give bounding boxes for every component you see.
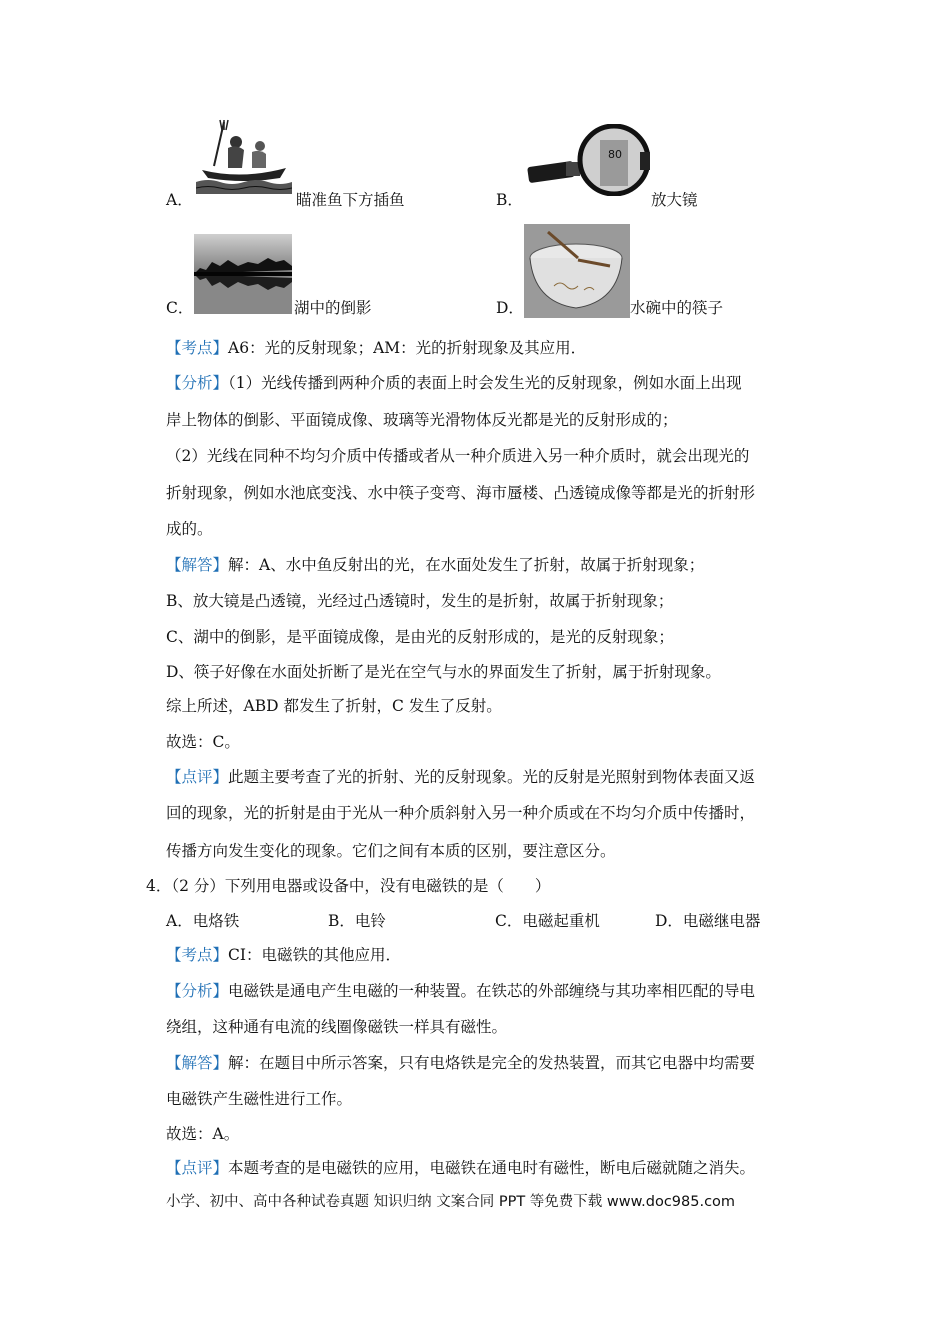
q4-stem: 4．（2 分）下列用电器或设备中，没有电磁铁的是（ ） [146, 877, 551, 895]
q3-jieda-1 [166, 555, 704, 575]
q4-kaodian-text: CI：电磁铁的其他应用． [228, 946, 401, 964]
q4-option-b: B．电铃 [328, 912, 386, 930]
q4-option-a: A．电烙铁 [166, 912, 240, 930]
q3-dianping-1 [166, 767, 755, 787]
tag-jieda: 【解答】 [166, 1054, 229, 1072]
q4-jieda-3: 故选：A。 [166, 1125, 240, 1143]
q3-dianping-text-1: 此题主要考查了光的折射、光的反射现象。光的反射是光照射到物体表面又返 [228, 768, 756, 786]
q3-dianping-3: 传播方向发生变化的现象。它们之间有本质的区别，要注意区分。 [166, 842, 616, 860]
fisherman-boat-image [196, 118, 292, 194]
q3-jieda-text-1: 解：A、水中鱼反射出的光，在水面处发生了折射，故属于折射现象； [228, 556, 705, 574]
q4-option-c: C．电磁起重机 [495, 912, 600, 930]
tag-fenxi: 【分析】 [166, 374, 229, 392]
option-d-letter: D． [496, 299, 524, 317]
q3-jieda-3: C、湖中的倒影，是平面镜成像，是由光的反射形成的，是光的反射现象； [166, 628, 674, 646]
q3-jieda-5: 综上所述，ABD 都发生了折射，C 发生了反射。 [166, 697, 502, 715]
q3-jieda-6: 故选：C。 [166, 733, 240, 751]
tag-fenxi: 【分析】 [166, 982, 229, 1000]
q4-fenxi-text-1: 电磁铁是通电产生电磁的一种装置。在铁芯的外部缠绕与其功率相匹配的导电 [228, 982, 756, 1000]
q3-fenxi-text-1: （1）光线传播到两种介质的表面上时会发生光的反射现象，例如水面上出现 [228, 374, 742, 392]
q3-dianping-2: 回的现象，光的折射是由于光从一种介质斜射入另一种介质或在不均匀介质中传播时， [166, 804, 756, 822]
tag-jieda: 【解答】 [166, 556, 229, 574]
option-a-caption: 瞄准鱼下方插鱼 [296, 191, 405, 209]
q3-jieda-4: D、筷子好像在水面处折断了是光在空气与水的界面发生了折射，属于折射现象。 [166, 663, 721, 681]
tag-dianping: 【点评】 [166, 768, 229, 786]
option-d-caption: 水碗中的筷子 [630, 299, 724, 317]
q3-fenxi-3: （2）光线在同种不均匀介质中传播或者从一种介质进入另一种介质时，就会出现光的 [166, 447, 750, 465]
page-footer: 小学、初中、高中各种试卷真题 知识归纳 文案合同 PPT 等免费下载 www.doc985.com [166, 1194, 736, 1210]
option-c-caption: 湖中的倒影 [294, 299, 372, 317]
q4-dianping-text-1: 本题考查的是电磁铁的应用，电磁铁在通电时有磁性，断电后磁就随之消失。 [228, 1159, 756, 1177]
q3-fenxi-4: 折射现象，例如水池底变浅、水中筷子变弯、海市蜃楼、凸透镜成像等都是光的折射形 [166, 484, 756, 502]
bowl-chopstick-image [524, 224, 630, 318]
tag-kaodian: 【考点】 [166, 339, 229, 357]
q4-fenxi-2: 绕组，这种通有电流的线圈像磁铁一样具有磁性。 [166, 1018, 508, 1036]
q3-kaodian-text: A6：光的反射现象；AM：光的折射现象及其应用． [228, 339, 587, 357]
q3-fenxi-1 [166, 373, 742, 393]
tag-kaodian: 【考点】 [166, 946, 229, 964]
option-b-letter: B． [496, 191, 523, 209]
magnifier-label: 80 [608, 148, 622, 161]
q4-dianping-1 [166, 1158, 755, 1178]
option-b-caption: 放大镜 [651, 191, 698, 209]
q3-jieda-2: B、放大镜是凸透镜，光经过凸透镜时，发生的是折射，故属于折射现象； [166, 592, 674, 610]
q3-fenxi-5: 成的。 [166, 520, 213, 538]
q3-fenxi-2: 岸上物体的倒影、平面镜成像、玻璃等光滑物体反光都是光的反射形成的； [166, 411, 678, 429]
q4-fenxi-1 [166, 981, 755, 1001]
q4-jieda-2: 电磁铁产生磁性进行工作。 [166, 1090, 353, 1108]
q4-kaodian [166, 945, 401, 965]
q4-jieda-1 [166, 1053, 755, 1073]
q4-option-d: D．电磁继电器 [655, 912, 761, 930]
lake-reflection-image [194, 234, 292, 314]
q3-kaodian [166, 338, 586, 358]
tag-dianping: 【点评】 [166, 1159, 229, 1177]
option-a-letter: A． [166, 191, 193, 209]
option-c-letter: C． [166, 299, 194, 317]
q4-jieda-text-1: 解：在题目中所示答案，只有电烙铁是完全的发热装置，而其它电器中均需要 [228, 1054, 756, 1072]
magnifier-image [526, 124, 650, 196]
